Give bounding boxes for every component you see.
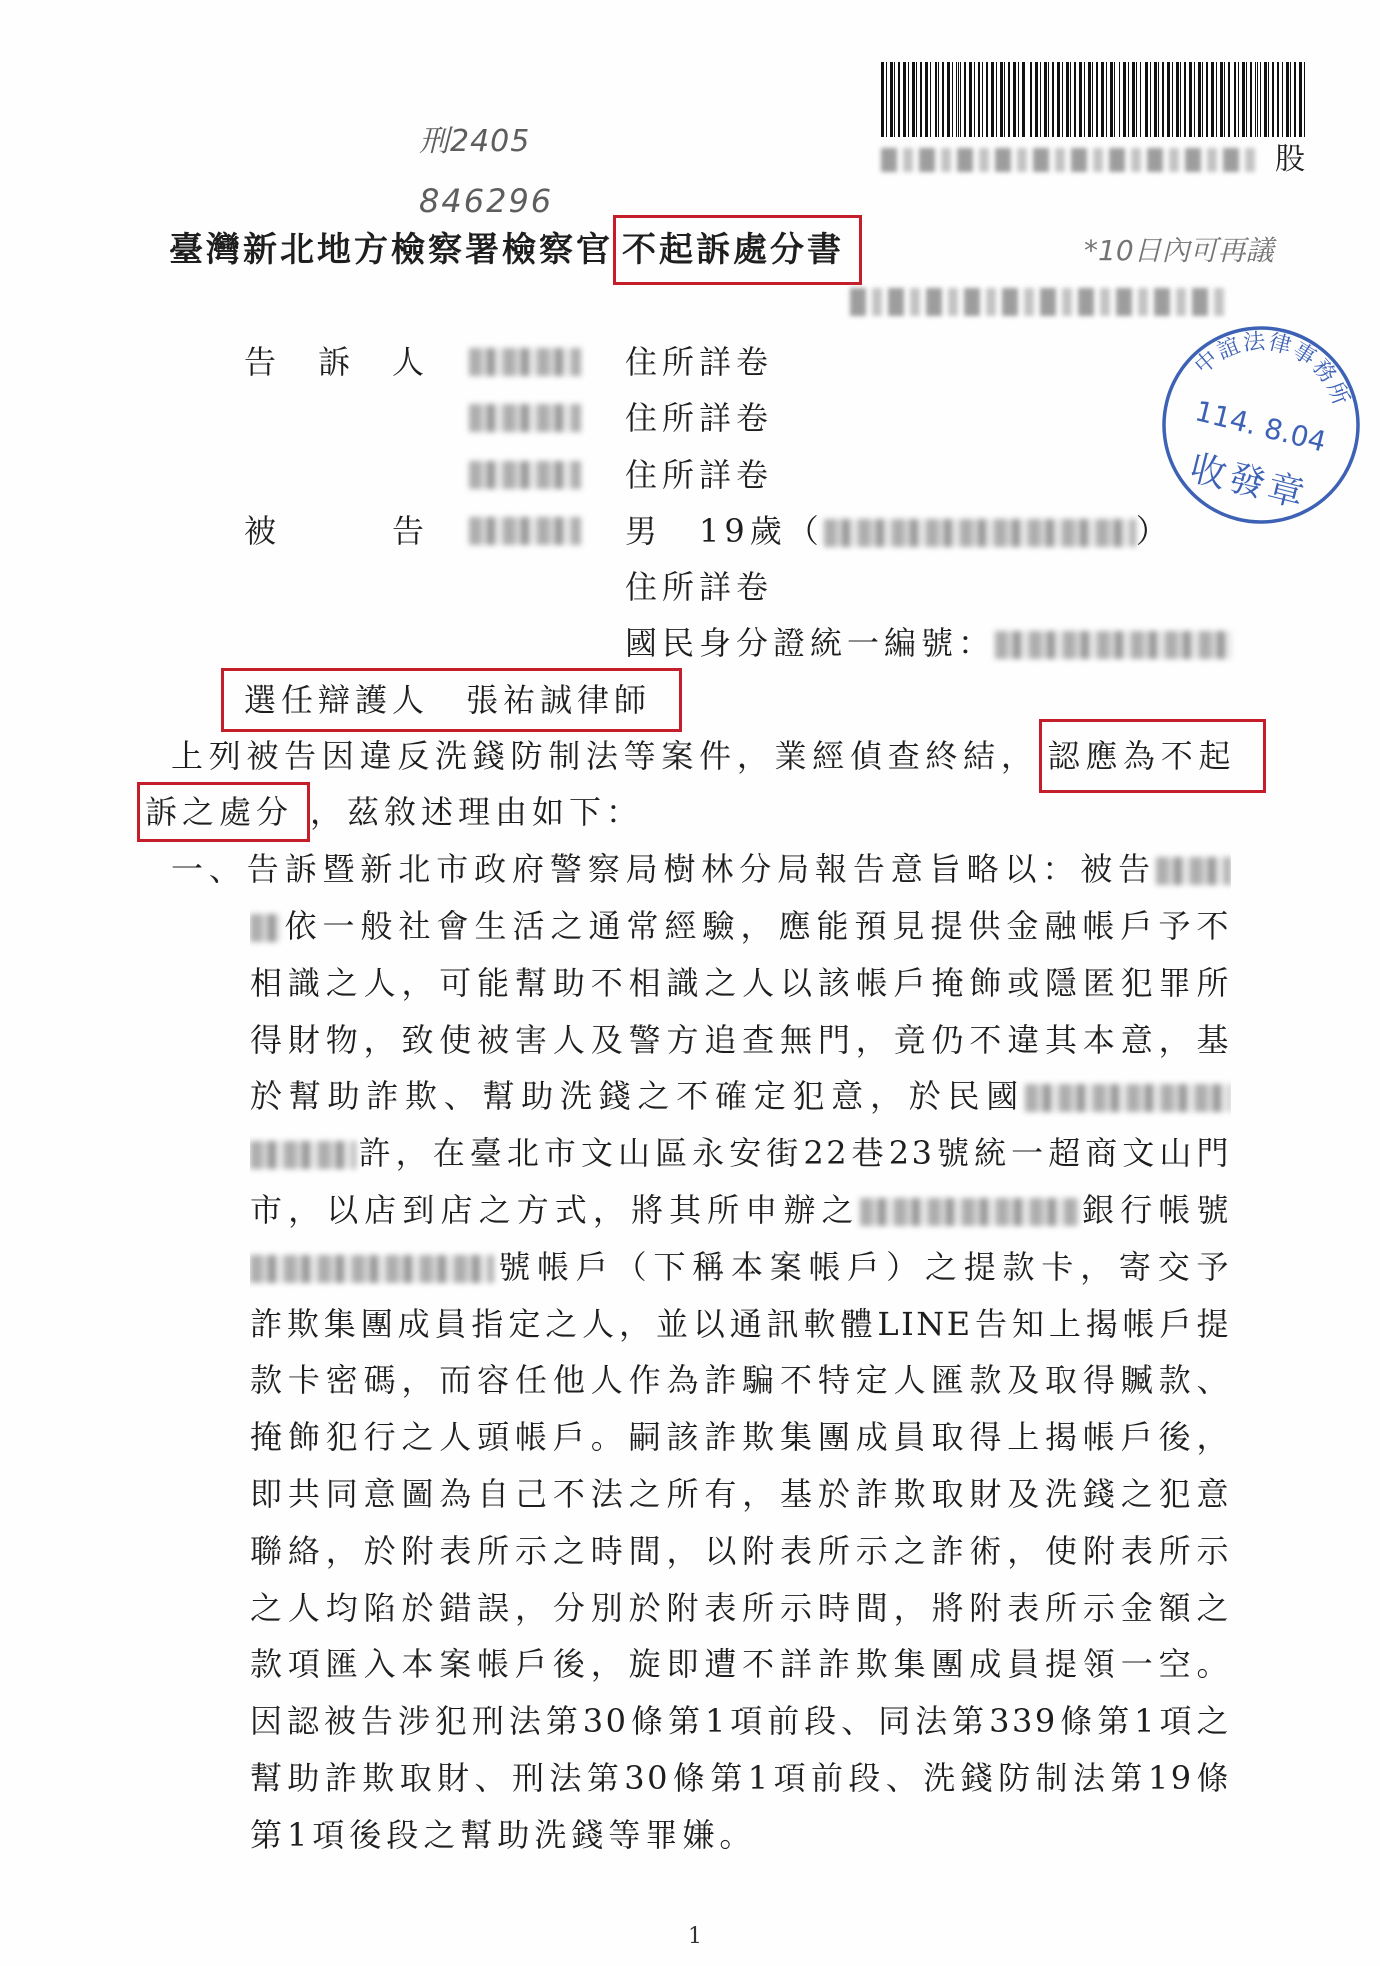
address-note: 住所詳卷 — [625, 399, 774, 438]
highlighted-phrase: 訴之處分 — [137, 782, 310, 842]
party-row-complainant — [0, 390, 1380, 446]
body-line — [250, 1352, 1231, 1409]
body-line-text: 一、告訴暨新北市政府警察局樹林分局報告意旨略以：被告 — [171, 850, 1156, 889]
unit-suffix: 股 — [1275, 142, 1305, 177]
highlighted-phrase: 認應為不起 — [1039, 719, 1266, 793]
handwritten-note: *10日內可再議 — [1084, 234, 1274, 267]
counsel-highlight: 選任辯護人 張祐誠律師 — [221, 668, 682, 732]
body-line-text: ，茲敘述理由如下： — [310, 793, 644, 832]
address-note: 住所詳卷 — [625, 343, 774, 381]
body-line — [250, 1807, 1380, 1864]
body-line-text: 詐欺集團成員指定之人，並以通訊軟體LINE告知上揭帳戶提 — [250, 1304, 1231, 1343]
redacted-text — [250, 914, 281, 942]
body-line-text: 之人均陷於錯誤，分別於附表所示時間，將附表所示金額之 — [250, 1588, 1231, 1627]
body-line-text: 號帳戶（下稱本案帳戶）之提款卡，寄交予 — [494, 1247, 1231, 1286]
body-line — [171, 841, 1231, 898]
body-line-text: 於幫助詐欺、幫助洗錢之不確定犯意，於民國 — [250, 1077, 1025, 1116]
document-body — [0, 728, 1380, 1864]
body-line — [250, 1012, 1231, 1069]
body-line — [250, 1239, 1231, 1296]
defendant-label: 被 告 — [244, 511, 430, 550]
body-line — [250, 1068, 1231, 1125]
parties-section — [0, 334, 1380, 734]
redacted-text — [469, 517, 581, 545]
address-note: 住所詳卷 — [625, 455, 774, 494]
redacted-text — [1156, 857, 1231, 885]
close-paren: ） — [1135, 511, 1173, 550]
defendant-info — [625, 503, 1173, 559]
party-row-complainant — [0, 334, 1380, 390]
id-label: 國民身分證統一編號： — [625, 624, 996, 663]
redacted-text — [860, 1198, 1079, 1226]
title-prefix: 臺灣新北地方檢察署檢察官 — [169, 230, 613, 270]
body-line-text: 第1項後段之幫助洗錢等罪嫌。 — [250, 1815, 757, 1854]
barcode — [881, 62, 1306, 137]
body-line — [250, 1466, 1231, 1523]
body-line — [250, 1523, 1231, 1580]
party-row-complainant — [0, 447, 1380, 503]
body-line-text: 因認被告涉犯刑法第30條第1項前段、同法第339條第1項之 — [250, 1702, 1231, 1741]
body-line-text: 掩飾犯行之人頭帳戶。嗣該詐欺集團成員取得上揭帳戶後， — [250, 1418, 1231, 1457]
body-line-text: 聯絡，於附表所示之時間，以附表所示之詐術，使附表所示 — [250, 1531, 1231, 1570]
body-line — [250, 1580, 1231, 1637]
body-line — [250, 898, 1231, 955]
redacted-text — [250, 1255, 494, 1283]
redacted-text — [469, 461, 581, 489]
redacted-text — [881, 148, 1256, 172]
body-line-text: 即共同意圖為自己不法之所有，基於詐欺取財及洗錢之犯意 — [250, 1474, 1231, 1513]
body-line-text: 市，以店到店之方式，將其所申辦之 — [250, 1190, 860, 1229]
address-note: 住所詳卷 — [625, 568, 774, 606]
complainant-label: 告 訴 人 — [244, 343, 430, 381]
body-line-text: 相識之人，可能幫助不相識之人以該帳戶掩飾或隱匿犯罪所 — [250, 963, 1231, 1002]
body-line — [250, 1182, 1231, 1239]
redacted-text — [995, 631, 1232, 659]
body-line — [250, 1693, 1231, 1750]
body-line-text: 幫助詐欺取財、刑法第30條第1項前段、洗錢防制法第19條 — [250, 1758, 1231, 1797]
party-row-address — [0, 559, 1380, 615]
title-highlight: 不起訴處分書 — [613, 215, 862, 285]
redacted-text — [469, 348, 581, 376]
body-line-text: 銀行帳號 — [1078, 1190, 1231, 1229]
stamp-org-path: 中誼法律事務所 — [1190, 329, 1354, 411]
handwritten-number: 846296 — [419, 182, 554, 220]
party-row-defendant — [0, 503, 1380, 559]
body-line-text: 許，在臺北市文山區永安街22巷23號統一超商文山門 — [356, 1134, 1231, 1173]
body-line — [250, 1125, 1231, 1182]
redacted-text — [824, 519, 1136, 547]
redacted-text — [850, 288, 1225, 316]
body-line-text: 上列被告因違反洗錢防制法等案件，業經偵查終結， — [171, 736, 1039, 775]
national-id — [625, 615, 1232, 671]
redacted-text — [250, 1141, 356, 1169]
body-line-text: 得財物，致使被害人及警方追查無門，竟仍不違其本意，基 — [250, 1020, 1231, 1059]
stamp-date-text: 114. 8.04 — [1191, 394, 1330, 459]
body-line-text: 款卡密碼，而容任他人作為詐騙不特定人匯款及取得贓款、 — [250, 1361, 1231, 1400]
body-line — [250, 955, 1231, 1012]
stamp-label-text: 收發章 — [1185, 447, 1312, 517]
redacted-text — [469, 404, 581, 432]
body-line-text: 依一般社會生活之通常經驗，應能預見提供金融帳戶予不 — [281, 906, 1231, 945]
redacted-text — [1025, 1084, 1231, 1112]
body-line — [250, 1296, 1231, 1353]
body-line — [137, 784, 1380, 841]
body-line — [250, 1636, 1231, 1693]
handwritten-case-number: 刑2405 — [419, 124, 531, 159]
page-number: 1 — [688, 1924, 702, 1949]
body-line-text: 款項匯入本案帳戶後，旋即遭不詳詐欺集團成員提領一空。 — [250, 1645, 1231, 1684]
counsel — [221, 672, 682, 728]
body-line — [250, 1750, 1231, 1807]
defendant-sex-age: 男 19歲（ — [625, 511, 824, 550]
party-row-id — [0, 615, 1380, 671]
body-line — [250, 1409, 1231, 1466]
body-line — [171, 728, 1266, 785]
document-title — [169, 222, 862, 278]
